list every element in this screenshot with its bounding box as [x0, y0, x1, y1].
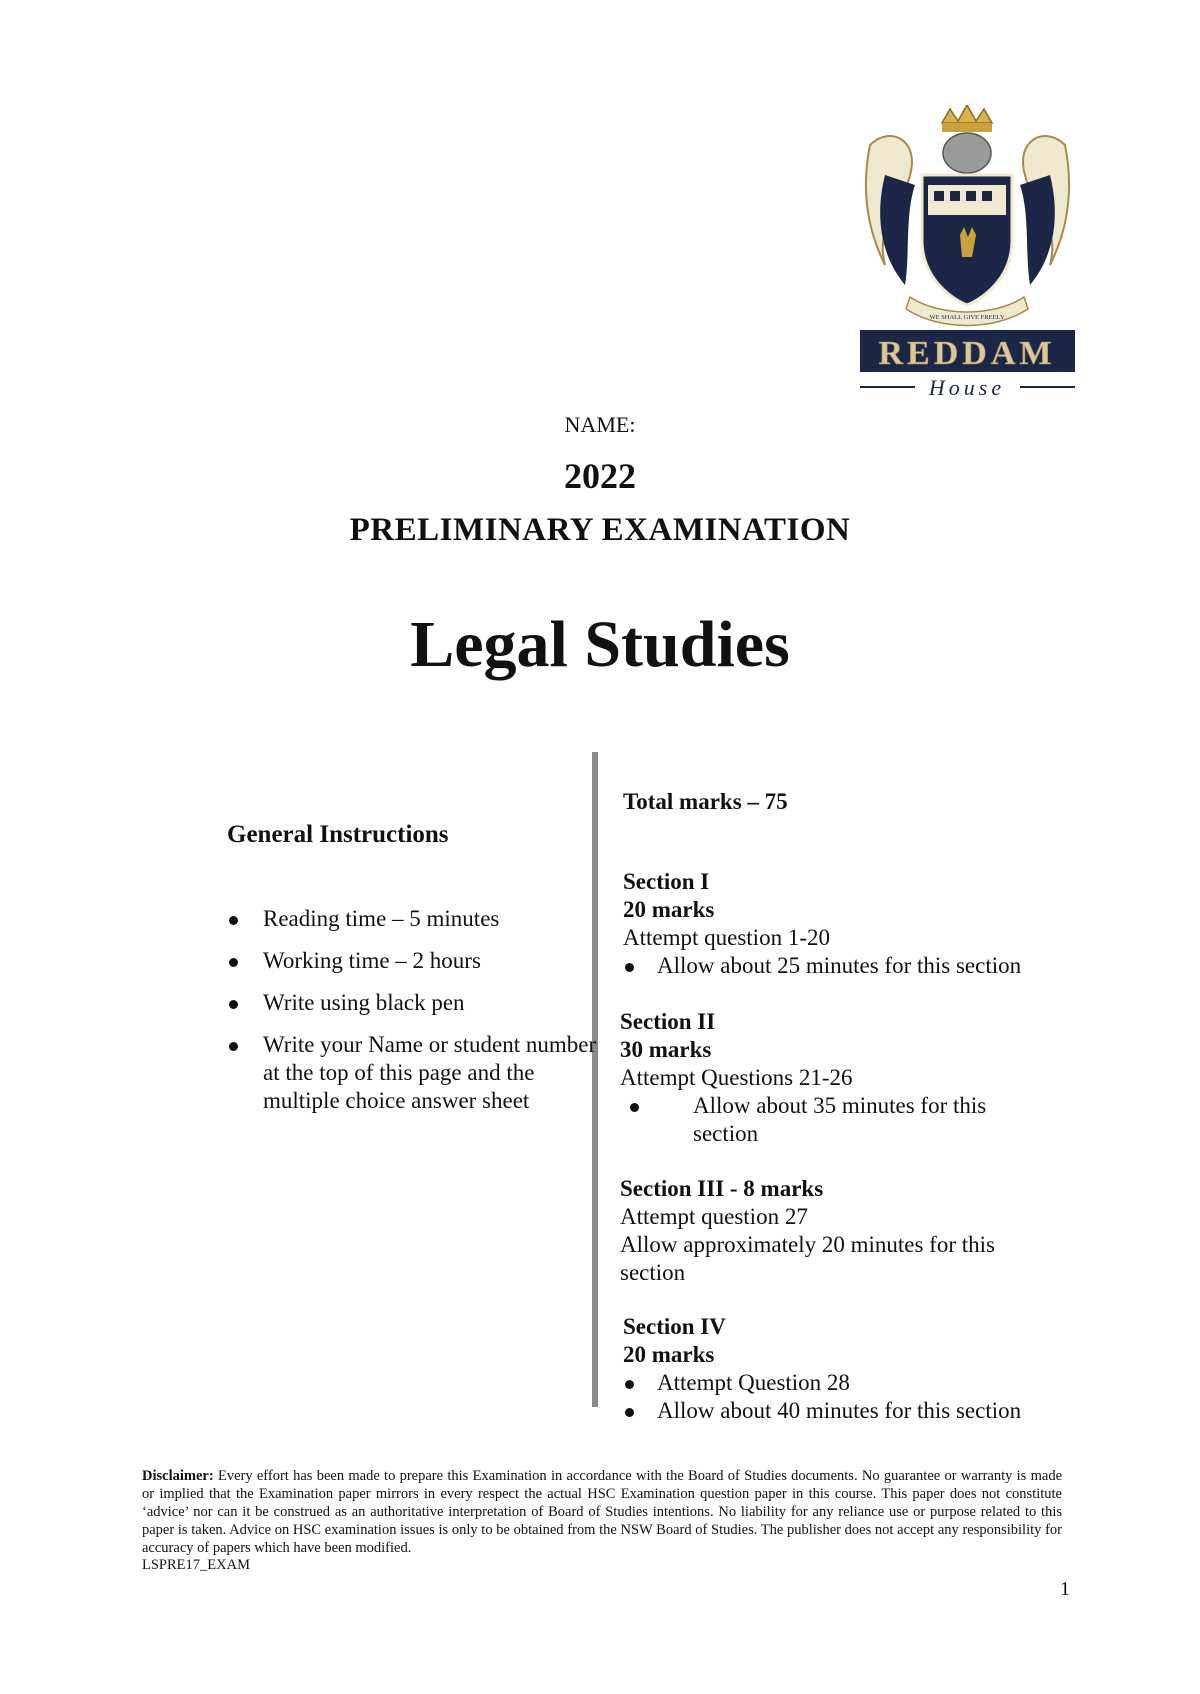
section-marks: 30 marks: [620, 1037, 712, 1062]
section-allow: Allow about 25 minutes for this section: [623, 952, 1021, 980]
logo-subtext: House: [928, 375, 1006, 400]
page-number: 1: [1060, 1578, 1070, 1600]
disclaimer: [142, 1467, 1062, 1557]
section-marks: 20 marks: [623, 1342, 715, 1367]
section-allow: Allow about 35 minutes for this section: [620, 1092, 1040, 1148]
total-marks: Total marks – 75: [623, 789, 788, 814]
crest-icon: [860, 105, 1075, 400]
section-attempt: Attempt question 27: [620, 1204, 808, 1229]
exam-title: PRELIMINARY EXAMINATION: [349, 512, 851, 548]
section-title: Section I: [623, 869, 710, 894]
general-instructions-list: [227, 905, 597, 1129]
section-attempt: Attempt Questions 21-26: [620, 1065, 853, 1090]
instruction-item: Reading time – 5 minutes: [227, 905, 597, 933]
section-title: Section III - 8 marks: [620, 1176, 824, 1201]
section-title: Section IV: [623, 1314, 726, 1339]
section-attempt: Attempt question 1-20: [623, 925, 830, 950]
section-2: [620, 1008, 1040, 1148]
name-label: NAME:: [564, 412, 636, 437]
instruction-item: Write using black pen: [227, 989, 597, 1017]
exam-code: LSPRE17_EXAM: [142, 1557, 250, 1573]
section-marks: 20 marks: [623, 897, 715, 922]
section-allow: Allow approximately 20 minutes for this section: [620, 1232, 995, 1285]
instruction-item: Working time – 2 hours: [227, 947, 597, 975]
logo-wordmark: REDDAM: [878, 335, 1056, 372]
school-logo: [860, 105, 1075, 400]
subject-title: Legal Studies: [410, 608, 790, 681]
instruction-item: Write your Name or student number at the top of this page and the multiple choice answer sheet: [227, 1031, 597, 1115]
section-3: [620, 1175, 1040, 1287]
general-instructions-heading: General Instructions: [227, 821, 449, 848]
section-allow: Allow about 40 minutes for this section: [623, 1397, 1021, 1425]
disclaimer-label: Disclaimer:: [142, 1468, 214, 1484]
section-title: Section II: [620, 1009, 716, 1034]
section-1: [623, 868, 1021, 980]
exam-year: 2022: [564, 456, 636, 496]
section-4: [623, 1313, 1021, 1425]
disclaimer-text: Every effort has been made to prepare this Examination in accordance with the Board of Studies documents. No guarantee or warranty is made or implied that the Examination paper mirrors in every respect the actual HSC Examination question paper in this course. This paper does not constitute ‘advice’ nor can it be construed as an authoritative interpretation of Board of Studies intentions. No liability for any reliance use or purpose related to this paper is taken. Advice on HSC examination issues is only to be obtained from the NSW Board of Studies. The publisher does not accept any responsibility for accuracy of papers which have been modified.: [142, 1468, 1063, 1556]
logo-motto: WE SHALL GIVE FREELY: [929, 314, 1005, 321]
section-attempt: Attempt Question 28: [623, 1369, 1021, 1397]
